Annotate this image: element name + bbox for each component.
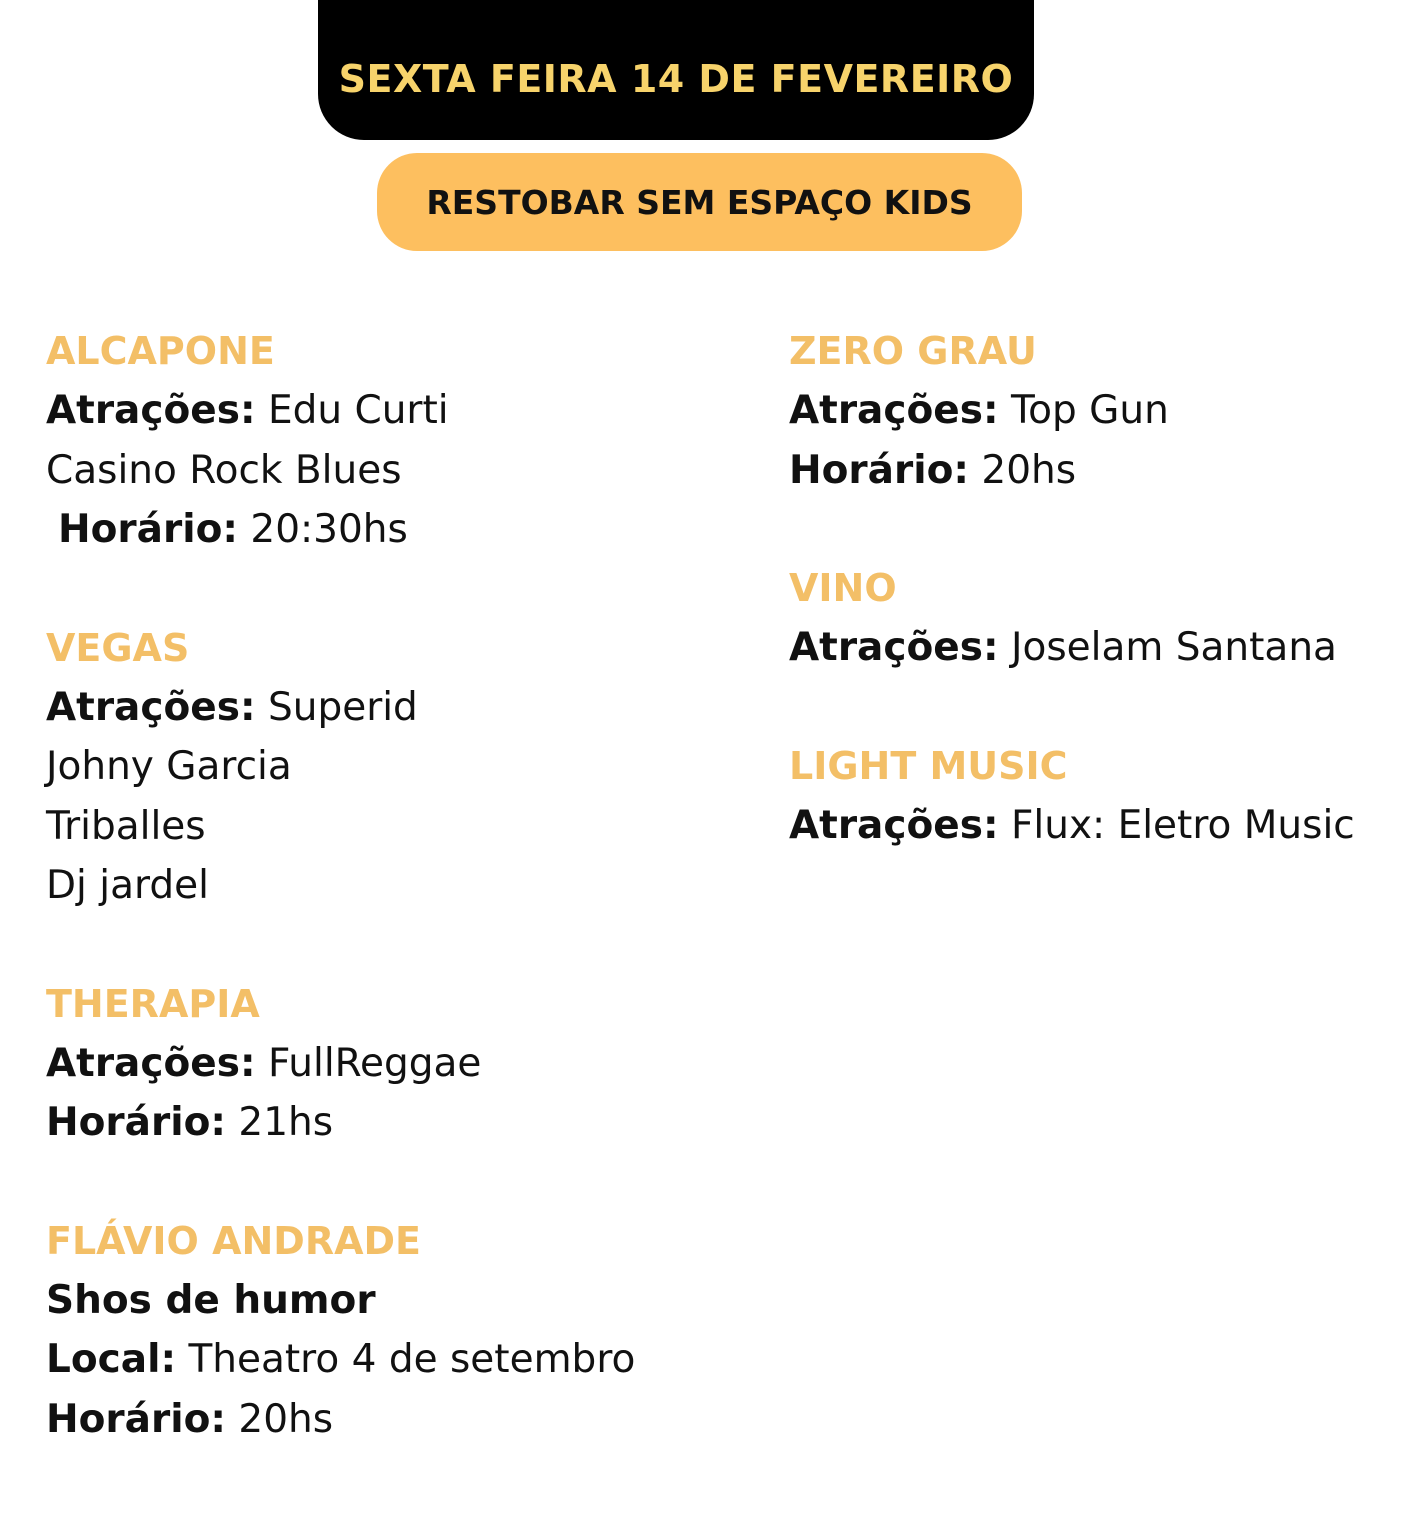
time-label: Horário: [46,1396,226,1442]
venue-name: VINO [789,566,897,610]
attractions-extra: Dj jardel [46,863,209,908]
attractions-label: Atrações: [789,388,999,433]
attractions-label: Atrações: [789,625,999,670]
attractions-label: Atrações: [46,684,256,730]
restobar-pill [377,153,1022,251]
venue-name: FLÁVIO ANDRADE [46,1218,422,1263]
venue-name: THERAPIA [46,981,260,1026]
venue-light-music [789,737,1419,856]
venue-flavio-andrade [46,1212,746,1450]
venue-therapia [46,975,746,1153]
venue-vino [789,559,1419,678]
venue-name: ALCAPONE [46,329,275,373]
restobar-label: RESTOBAR SEM ESPAÇO KIDS [426,182,973,222]
location-label: Local: [46,1337,177,1382]
venue-name: ZERO GRAU [789,329,1037,373]
time-line [46,1093,746,1153]
attractions-value: Top Gun [1010,388,1169,433]
attractions-line [46,381,746,441]
attractions-line [46,678,746,738]
attractions-label: Atrações: [46,388,256,433]
attractions-value: Joselam Santana [1010,625,1337,670]
time-label: Horário: [58,507,238,552]
venue-vegas [46,619,746,916]
date-banner [318,0,1034,140]
attractions-extra: Triballes [46,803,206,849]
attractions-value: Flux: Eletro Music [1010,802,1355,848]
time-line [46,500,746,560]
venue-name: LIGHT MUSIC [789,743,1068,788]
time-label: Horário: [46,1100,226,1145]
attractions-value: Edu Curti [267,388,449,433]
location-line [46,1330,746,1390]
attractions-extra: Johny Garcia [46,744,292,789]
event-date: SEXTA FEIRA 14 DE FEVEREIRO [338,57,1014,101]
time-value: 21hs [238,1100,334,1145]
time-line [46,1390,746,1450]
attractions-value: FullReggae [267,1040,482,1086]
location-value: Theatro 4 de setembro [188,1337,636,1382]
attractions-value: Superid [267,684,418,730]
attractions-line [789,796,1419,856]
attractions-line [789,618,1419,678]
show-title: Shos de humor [46,1277,376,1323]
venue-name: VEGAS [46,625,190,670]
attractions-line [789,381,1419,441]
right-column [789,322,1419,914]
attractions-label: Atrações: [789,802,999,848]
venue-zero-grau [789,322,1419,500]
venue-alcapone [46,322,746,560]
left-column [46,322,746,1508]
attractions-extra: Casino Rock Blues [46,447,402,493]
time-value: 20hs [238,1396,334,1442]
time-line [789,441,1419,501]
time-value: 20hs [981,447,1077,493]
time-label: Horário: [789,447,969,493]
attractions-line [46,1034,746,1094]
time-value: 20:30hs [250,507,408,552]
attractions-label: Atrações: [46,1040,256,1086]
